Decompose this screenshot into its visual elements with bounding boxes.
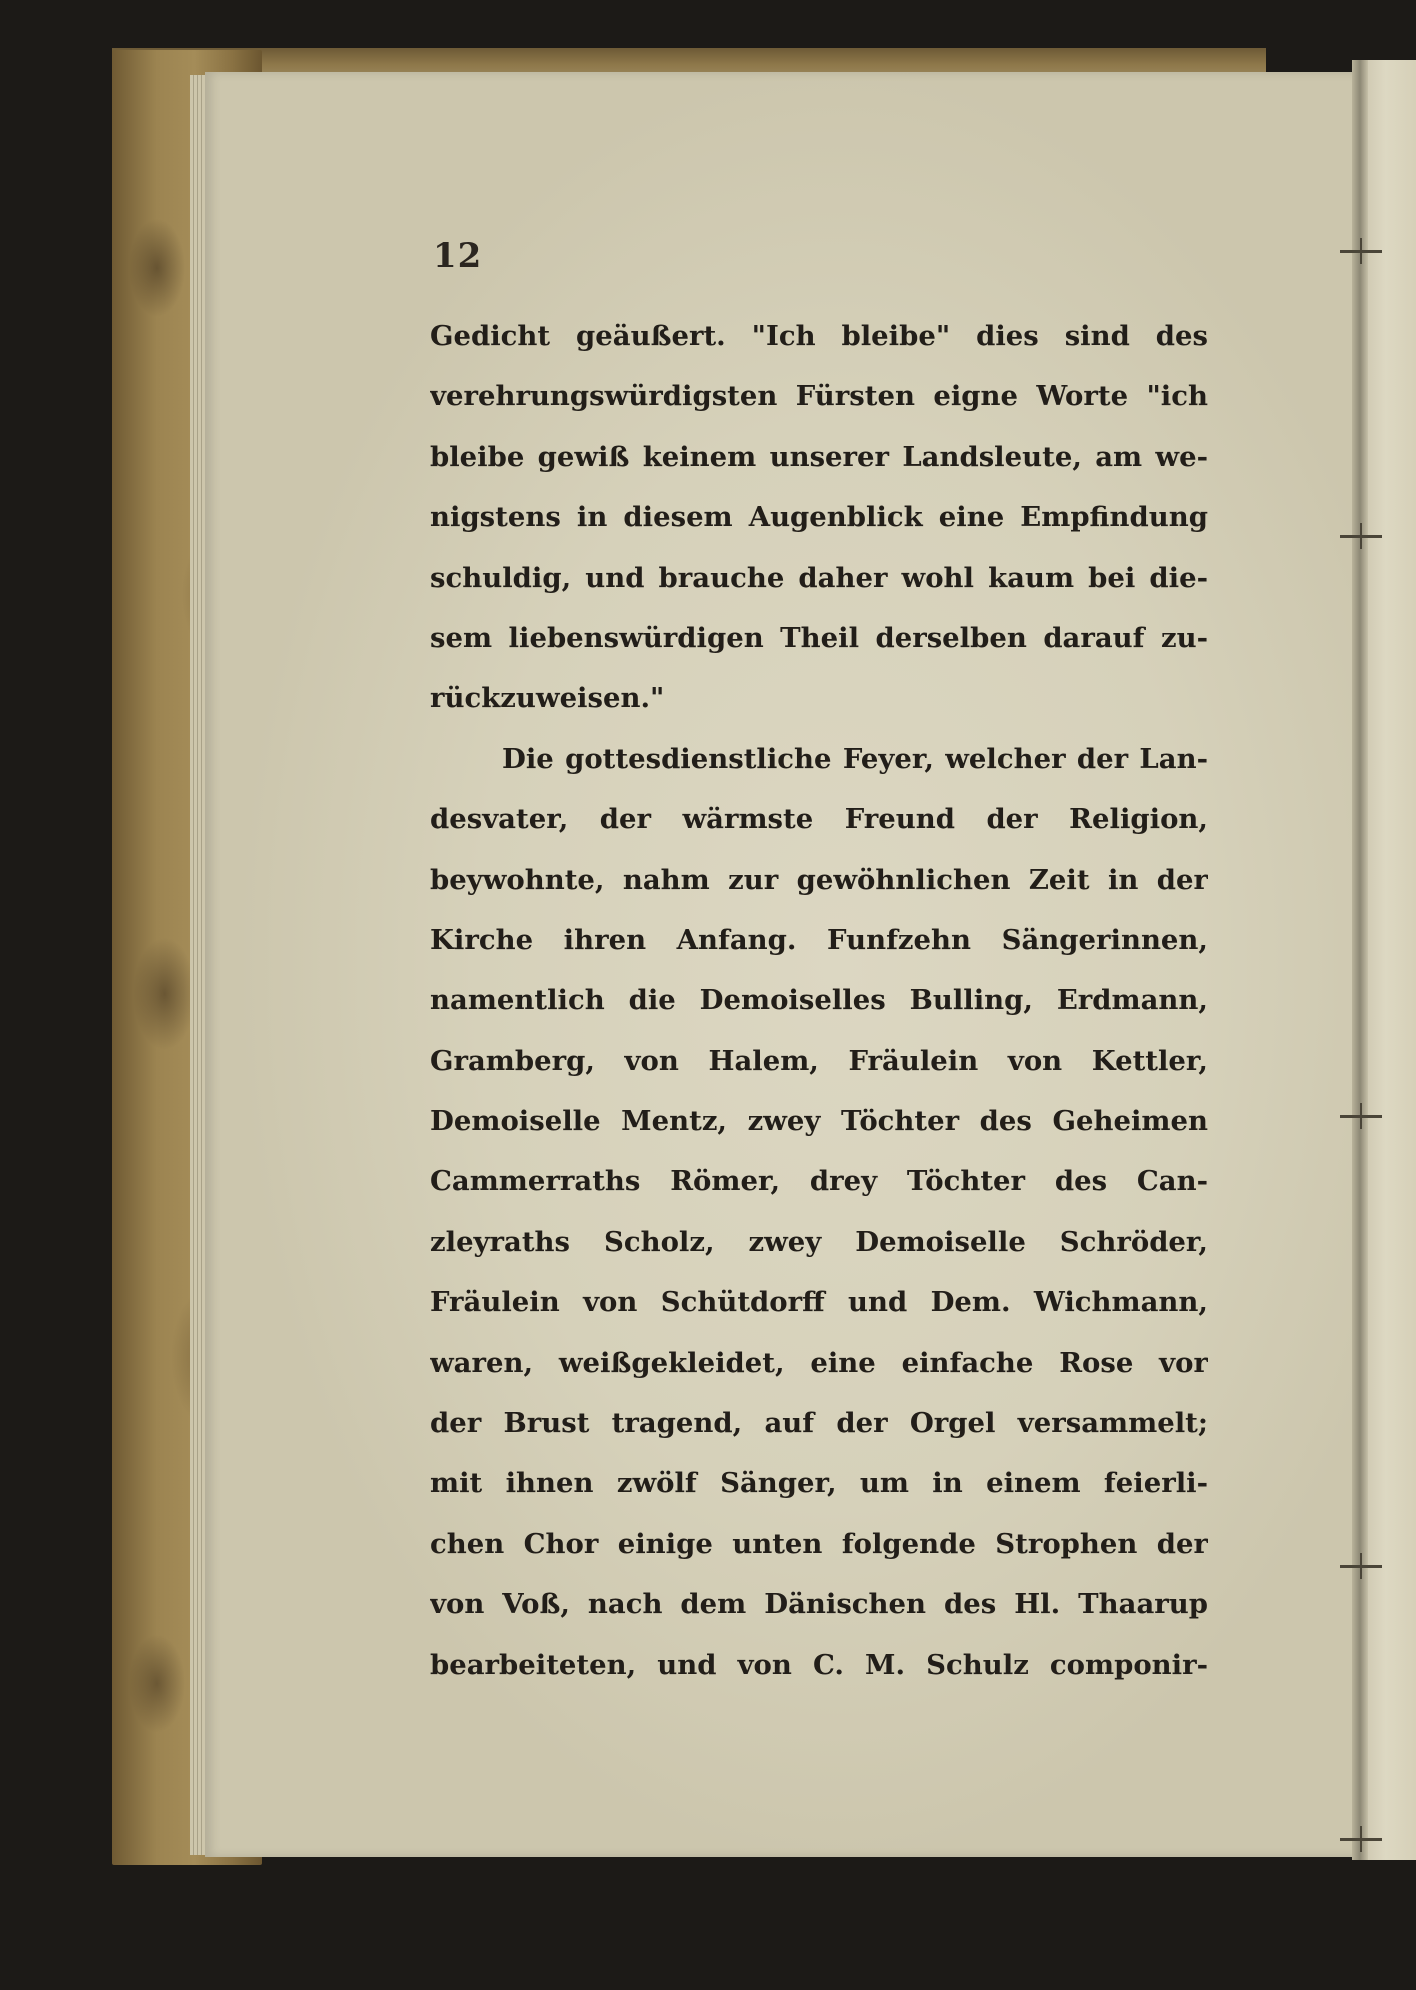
text-line: sem liebenswürdigen Theil derselben darauf zu-: [430, 621, 1208, 654]
page-number: 12: [433, 236, 483, 276]
text-line: schuldig, und brauche daher wohl kaum bei die-: [430, 561, 1208, 594]
facing-page-edge: [1365, 60, 1416, 1860]
text-line: rückzuweisen.": [430, 682, 665, 715]
text-line: nigstens in diesem Augenblick eine Empfindung: [430, 501, 1208, 534]
text-line: Die gottesdienstliche Feyer, welcher der Lan-: [502, 742, 1208, 775]
binding-stitch: [1360, 238, 1362, 264]
text-line: desvater, der wärmste Freund der Religion,: [430, 803, 1208, 836]
binding-stitch: [1360, 1553, 1362, 1579]
binding-stitch: [1360, 523, 1362, 549]
binding-stitch: [1360, 1826, 1362, 1852]
body-text: [430, 306, 1208, 1695]
text-line: Gramberg, von Halem, Fräulein von Kettler,: [430, 1044, 1208, 1077]
text-line: waren, weißgekleidet, eine einfache Rose vor: [430, 1346, 1208, 1379]
binding-stitch: [1360, 1103, 1362, 1129]
text-line: chen Chor einige unten folgende Strophen der: [430, 1527, 1208, 1560]
text-line: beywohnte, nahm zur gewöhnlichen Zeit in der: [430, 863, 1208, 896]
book-gutter: [1352, 60, 1368, 1860]
text-line: Demoiselle Mentz, zwey Töchter des Geheimen: [430, 1105, 1208, 1138]
text-line: Cammerraths Römer, drey Töchter des Can-: [430, 1165, 1208, 1198]
text-line: von Voß, nach dem Dänischen des Hl. Thaarup: [430, 1588, 1208, 1621]
text-line: der Brust tragend, auf der Orgel versammelt;: [430, 1407, 1208, 1440]
text-line: namentlich die Demoiselles Bulling, Erdmann,: [430, 984, 1208, 1017]
text-line: Fräulein von Schütdorff und Dem. Wichmann,: [430, 1286, 1208, 1319]
text-line: bearbeiteten, und von C. M. Schulz componir-: [430, 1648, 1208, 1681]
text-line: Kirche ihren Anfang. Funfzehn Sängerinnen,: [430, 923, 1208, 956]
text-line: zleyraths Scholz, zwey Demoiselle Schröder,: [430, 1225, 1208, 1258]
text-line: Gedicht geäußert. "Ich bleibe" dies sind des: [430, 320, 1208, 352]
text-line: mit ihnen zwölf Sänger, um in einem feierli-: [430, 1467, 1208, 1500]
text-line: bleibe gewiß keinem unserer Landsleute, am we-: [430, 440, 1208, 473]
text-line: verehrungswürdigsten Fürsten eigne Worte "ich: [430, 380, 1208, 413]
